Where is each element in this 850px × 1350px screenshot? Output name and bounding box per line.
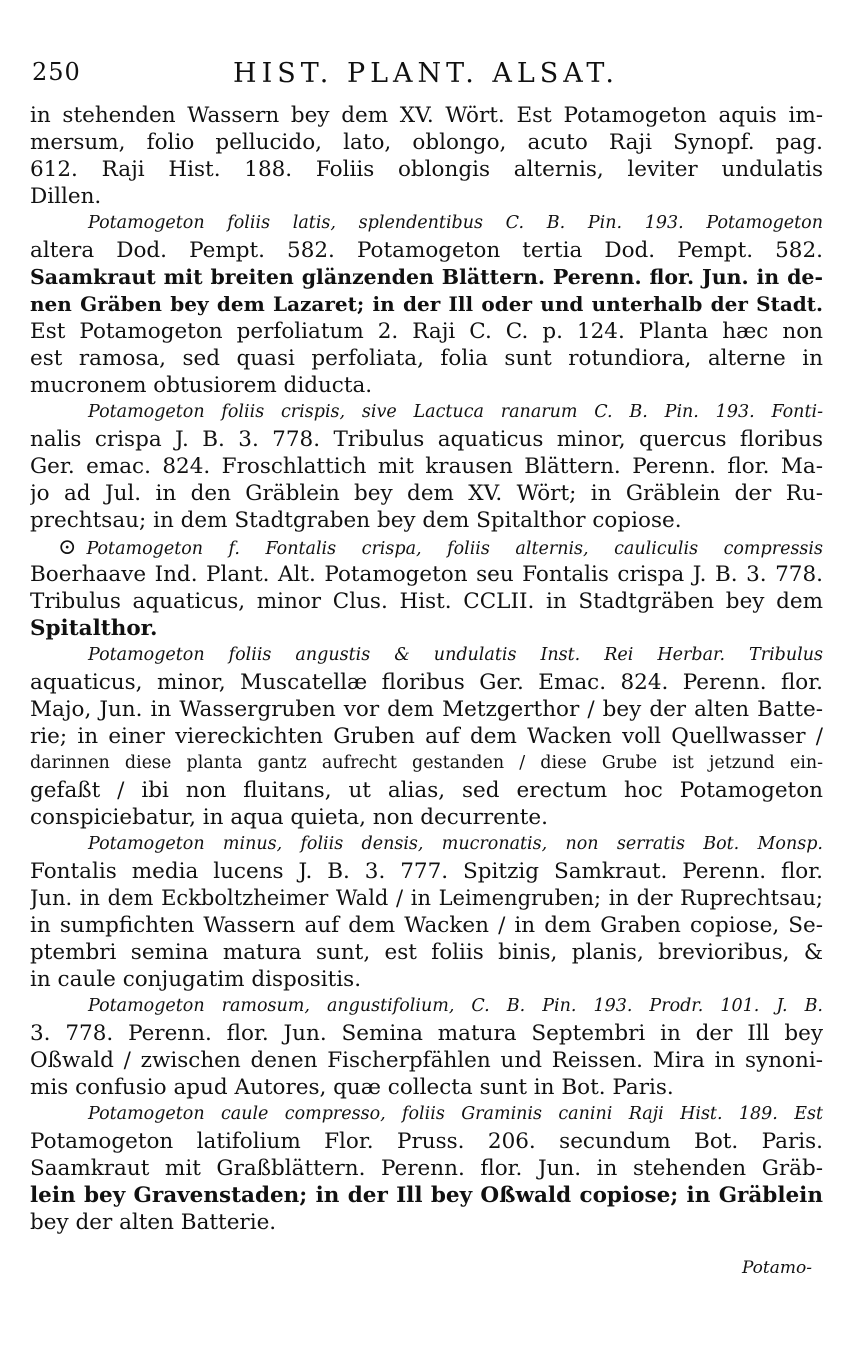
text-line: lein bey Gravenstaden; in der Ill bey Oßwald copiose; in Gräblein [30,1183,823,1208]
text-line: 3. 778. Perenn. flor. Jun. Semina matura Septembri in der Ill bey [30,1021,823,1046]
entry-heading-line: Potamogeton minus, foliis densis, mucronatis, non serratis Bot. Monsp. [88,834,823,854]
text-line: gefaßt / ibi non fluitans, ut alias, sed erectum hoc Potamogeton [30,778,823,803]
text-line: mucronem obtusiorem diducta. [30,373,373,398]
text-line: Fontalis media lucens J. B. 3. 777. Spitzig Samkraut. Perenn. flor. [30,859,823,884]
running-header [32,58,820,98]
entry-heading-line: Potamogeton caule compresso, foliis Graminis canini Raji Hist. 189. Est [88,1104,823,1124]
text-line: Saamkraut mit breiten glänzenden Blättern. Perenn. flor. Jun. in de- [30,265,823,289]
text-line: darinnen diese planta gantz aufrecht gestanden / diese Grube ist jetzund ein- [30,753,823,773]
text-line: Tribulus aquaticus, minor Clus. Hist. CCLII. in Stadtgräben bey dem [30,589,823,614]
entry-heading-line: Potamogeton foliis latis, splendentibus C. B. Pin. 193. Potamogeton [88,213,823,233]
text-line: Jun. in dem Eckboltzheimer Wald / in Leimengruben; in der Ruprechtsau; [30,886,823,910]
text-line: in caule conjugatim dispositis. [30,967,362,992]
text-line: in stehenden Wassern bey dem XV. Wört. Est Potamogeton aquis im- [30,103,823,128]
text-body [30,102,823,1236]
catchword: Potamo- [741,1258,812,1278]
text-line: 612. Raji Hist. 188. Foliis oblongis alternis, leviter undulatis [30,157,823,182]
text-line: Spitalthor. [30,616,158,641]
entry-heading-line: Potamogeton foliis angustis & undulatis Inst. Rei Herbar. Tribulus [88,645,823,665]
text-line: in sumpfichten Wassern auf dem Wacken / in dem Graben copiose, Se- [30,913,823,938]
text-line: rie; in einer viereckichten Gruben auf dem Wacken voll Quellwasser / [30,724,823,749]
text-line: altera Dod. Pempt. 582. Potamogeton tertia Dod. Pempt. 582. [30,238,823,263]
text-line: Majo, Jun. in Wassergruben vor dem Metzgerthor / bey der alten Batte- [30,697,823,722]
text-line: est ramosa, sed quasi perfoliata, folia sunt rotundiora, alterne in [30,346,823,371]
text-line: Saamkraut mit Graßblättern. Perenn. flor. Jun. in stehenden Gräb- [30,1156,823,1181]
running-title: HIST. PLANT. ALSAT. [233,58,619,89]
entry-heading-line: Potamogeton foliis crispis, sive Lactuca ranarum C. B. Pin. 193. Fonti- [88,402,823,422]
text-line: Ger. emac. 824. Froschlattich mit krausen Blättern. Perenn. flor. Ma- [30,454,823,479]
text-line: prechtsau; in dem Stadtgraben bey dem Spitalthor copiose. [30,508,682,533]
text-line: nalis crispa J. B. 3. 778. Tribulus aquaticus minor, quercus floribus [30,427,823,452]
text-line: Dillen. [30,184,102,209]
text-line: Potamogeton latifolium Flor. Pruss. 206. secundum Bot. Paris. [30,1129,823,1154]
entry-heading-line [30,534,823,561]
text-line: mis confusio apud Autores, quæ collecta sunt in Bot. Paris. [30,1075,674,1100]
text-line: aquaticus, minor, Muscatellæ floribus Ger. Emac. 824. Perenn. flor. [30,670,823,695]
text-line: nen Gräben bey dem Lazaret; in der Ill oder und unterhalb der Stadt. [30,292,823,316]
entry-heading-text: Potamogeton f. Fontalis crispa, foliis alternis, cauliculis compressis [86,539,823,559]
text-line: jo ad Jul. in den Gräblein bey dem XV. Wört; in Gräblein der Ru- [30,481,823,506]
text-line: Est Potamogeton perfoliatum 2. Raji C. C. p. 124. Planta hæc non [30,319,823,344]
text-line: bey der alten Batterie. [30,1210,277,1235]
text-line: Oßwald / zwischen denen Fischerpfählen und Reissen. Mira in synoni- [30,1048,823,1073]
text-line: Boerhaave Ind. Plant. Alt. Potamogeton seu Fontalis crispa J. B. 3. 778. [30,562,823,587]
text-line: ptembri semina matura sunt, est foliis binis, planis, brevioribus, & [30,940,823,965]
perennial-symbol-icon: ⊙ [58,535,77,560]
entry-heading-line: Potamogeton ramosum, angustifolium, C. B. Pin. 193. Prodr. 101. J. B. [88,996,823,1016]
text-line: conspiciebatur, in aqua quieta, non decurrente. [30,805,548,830]
page-number: 250 [32,58,81,86]
text-line: mersum, folio pellucido, lato, oblongo, acuto Raji Synopf. pag. [30,130,823,155]
